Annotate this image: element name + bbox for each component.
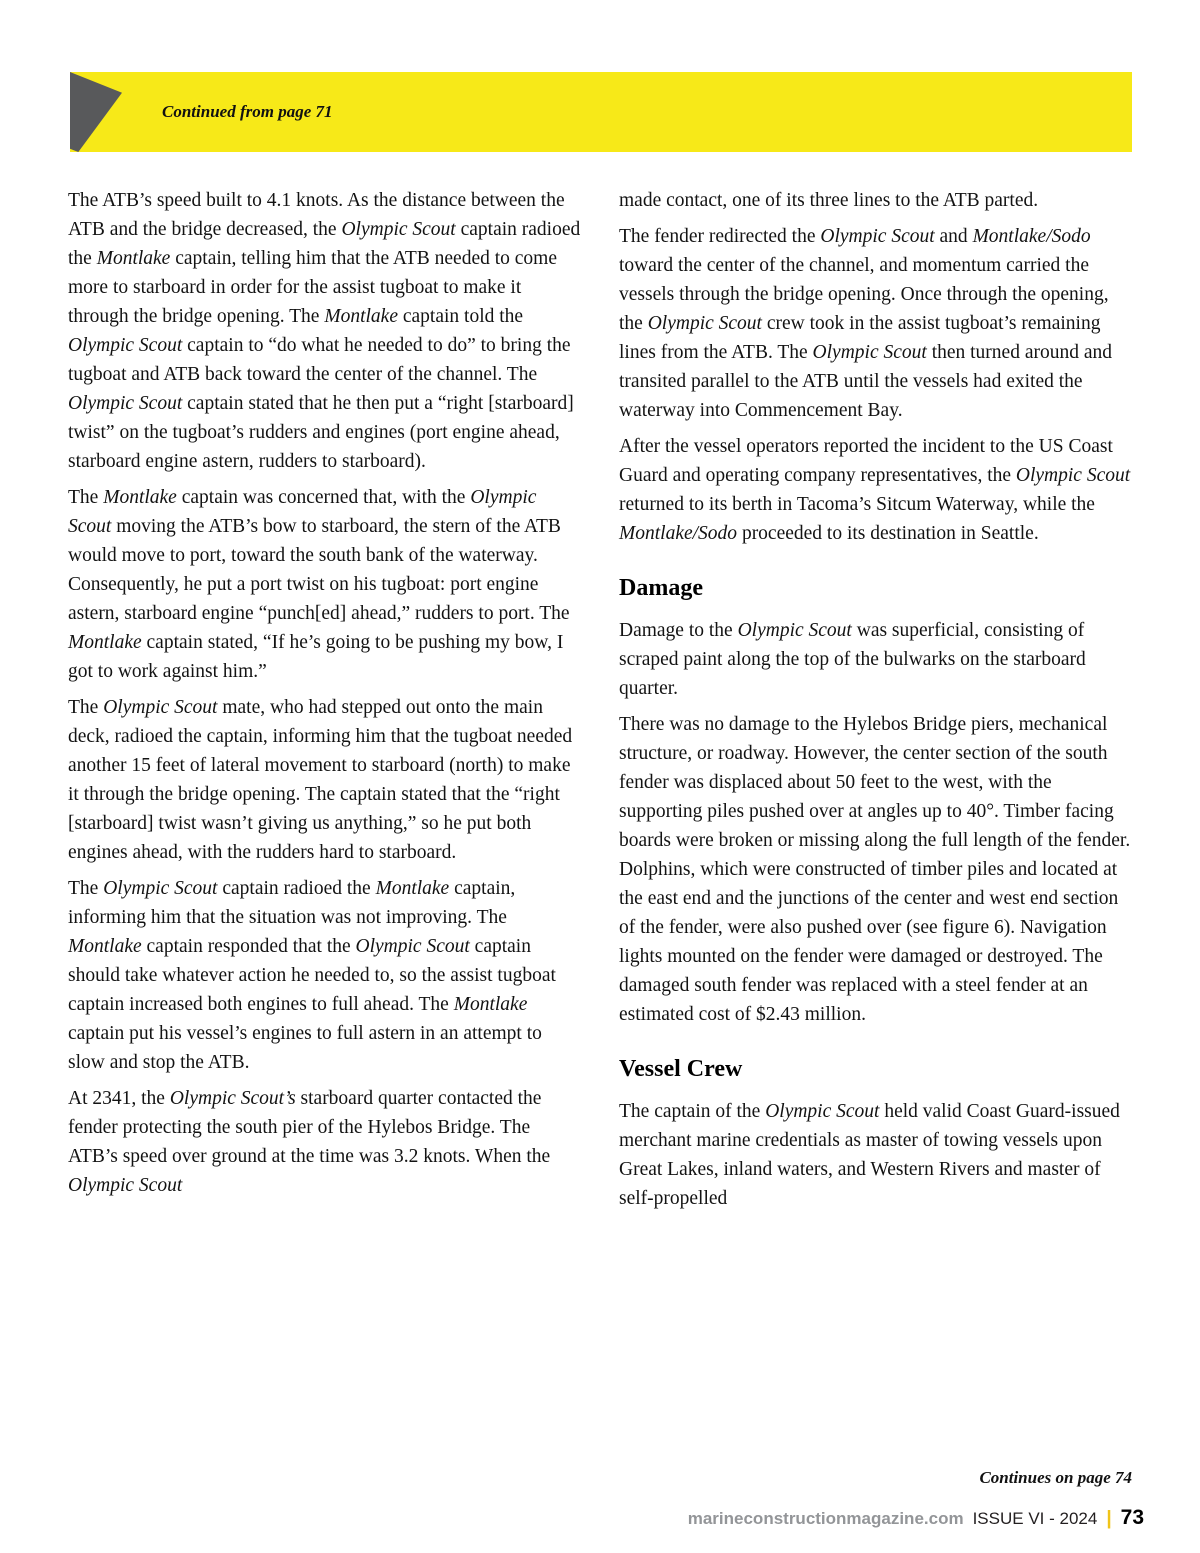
paragraph: The Olympic Scout mate, who had stepped out onto the main deck, radioed the captain, informing him that the tugboat needed another 15 feet of lateral movement to starboard (north) to make it through the bridge opening. The captain stated that the “right [starboard] twist wasn’t giving us anything,” so he put both engines ahead, with the rudders hard to starboard.: [68, 697, 573, 863]
paragraph: The ATB’s speed built to 4.1 knots. As the distance between the ATB and the bridge decreased, the Olympic Scout captain radioed the Montlake captain, telling him that the ATB needed to come more to starboard in order for the assist tugboat to make it through the bridge opening. The Montlake captain told the Olympic Scout captain to “do what he needed to do” to bring the tugboat and ATB back toward the center of the channel. The Olympic Scout captain stated that he then put a “right [starboard] twist” on the tugboat’s rudders and engines (port engine ahead, starboard engine astern, rudders to starboard).: [68, 190, 581, 472]
paragraph: The Montlake captain was concerned that, with the Olympic Scout moving the ATB’s bow to starboard, the stern of the ATB would move to port, toward the south bank of the waterway. Consequently, he put a port twist on his tugboat: port engine astern, starboard engine “punch[ed] ahead,” rudders to port. The Montlake captain stated, “If he’s going to be pushing my bow, I got to work against him.”: [68, 487, 570, 682]
paragraph: There was no damage to the Hylebos Bridge piers, mechanical structure, or roadway. However, the center section of the south fender was displaced about 50 feet to the west, with the supporting piles pushed over at angles up to 40°. Timber facing boards were broken or missing along the full length of the fender. Dolphins, which were constructed of timber piles and located at the east end and the junctions of the center and west end section of the fender, were also pushed over (see figure 6). Navigation lights mounted on the fender were damaged or destroyed. The damaged south fender was replaced with a steel fender at an estimated cost of $2.43 million.: [619, 714, 1131, 1025]
footer-website: marineconstructionmagazine.com: [687, 1509, 964, 1528]
banner-arrow-icon: [70, 72, 122, 152]
footer-issue: ISSUE VI - 2024: [972, 1509, 1098, 1528]
footer-bar: [688, 1506, 1144, 1530]
left-column: [68, 186, 581, 1220]
paragraph: At 2341, the Olympic Scout’s starboard quarter contacted the fender protecting the south pier of the Hylebos Bridge. The ATB’s speed over ground at the time was 3.2 knots. When the Olympic Scout: [68, 1088, 551, 1196]
paragraph: The Olympic Scout captain radioed the Montlake captain, informing him that the situation was not improving. The Montlake captain responded that the Olympic Scout captain should take whatever action he needed to, so the assist tugboat captain increased both engines to full ahead. The Montlake captain put his vessel’s engines to full astern in an attempt to slow and stop the ATB.: [68, 878, 556, 1073]
section-heading: Damage: [619, 575, 703, 601]
continued-from-label: Continued from page 71: [162, 102, 333, 121]
paragraph: made contact, one of its three lines to the ATB parted.: [619, 190, 1039, 211]
continued-banner: [70, 72, 1132, 152]
paragraph: Damage to the Olympic Scout was superficial, consisting of scraped paint along the top of the bulwarks on the starboard quarter.: [619, 620, 1086, 699]
section-heading: Vessel Crew: [619, 1056, 743, 1082]
continues-on-label: Continues on page 74: [979, 1468, 1132, 1487]
paragraph: After the vessel operators reported the incident to the US Coast Guard and operating company representatives, the Olympic Scout returned to its berth in Tacoma’s Sitcum Waterway, while the Montlake/Sodo proceeded to its destination in Seattle.: [619, 436, 1131, 544]
footer-divider: |: [1106, 1508, 1112, 1529]
right-column: [619, 186, 1132, 1220]
paragraph: The fender redirected the Olympic Scout and Montlake/Sodo toward the center of the channel, and momentum carried the vessels through the bridge opening. Once through the opening, the Olympic Scout crew took in the assist tugboat’s remaining lines from the ATB. The Olympic Scout then turned around and transited parallel to the ATB until the vessels had exited the waterway into Commencement Bay.: [619, 226, 1113, 421]
page-number: 73: [1120, 1506, 1144, 1529]
article-body: [68, 186, 1133, 1220]
paragraph: The captain of the Olympic Scout held valid Coast Guard-issued merchant marine credentials as master of towing vessels upon Great Lakes, inland waters, and Western Rivers and master of self-propelled: [619, 1101, 1120, 1209]
